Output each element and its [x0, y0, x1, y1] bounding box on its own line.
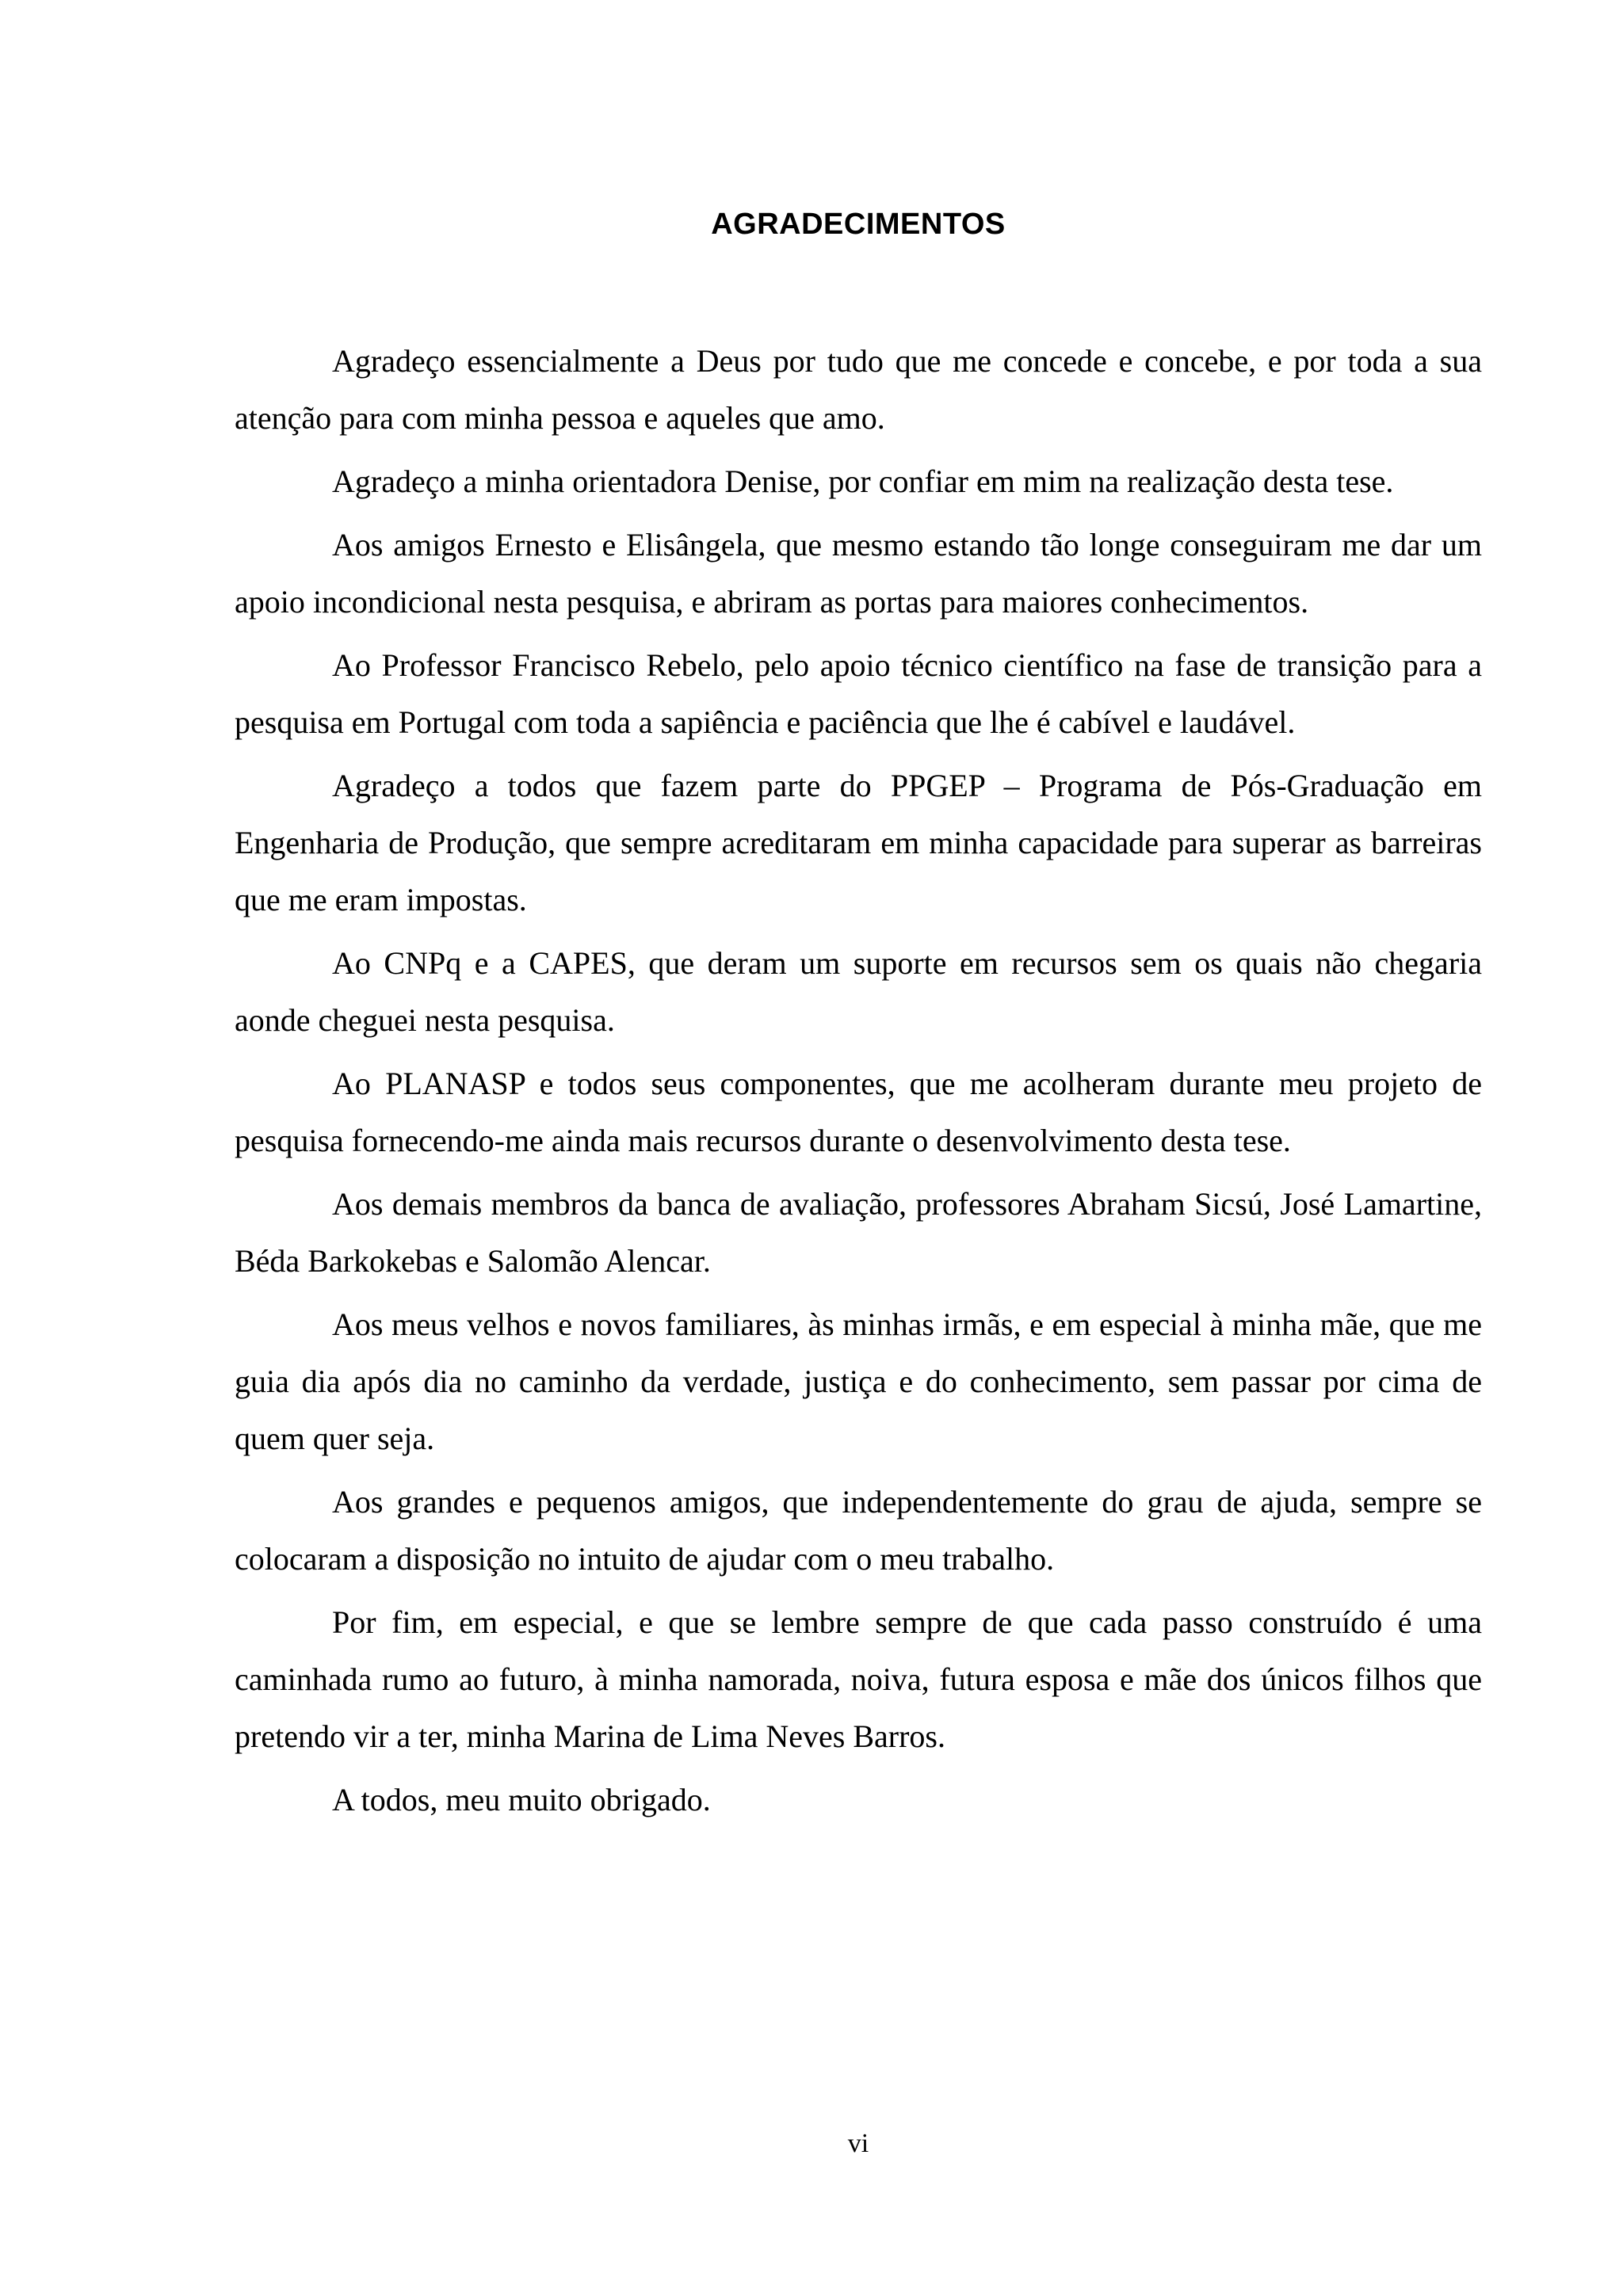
- paragraph-11: Por fim, em especial, e que se lembre sempre de que cada passo construído é uma caminhada rumo ao futuro, à minha namorada, noiva, futura esposa e mãe dos únicos filhos que pretendo vir a ter, minha Marina de Lima Neves Barros.: [235, 1604, 1482, 1754]
- paragraph-10: Aos grandes e pequenos amigos, que independentemente do grau de ajuda, sempre se colocaram a disposição no intuito de ajudar com o meu trabalho.: [235, 1484, 1482, 1577]
- page-number: vi: [847, 2129, 869, 2158]
- paragraph-12: A todos, meu muito obrigado.: [332, 1782, 711, 1817]
- paragraph-2: Agradeço a minha orientadora Denise, por confiar em mim na realização desta tese.: [332, 463, 1394, 499]
- paragraph-3: Aos amigos Ernesto e Elisângela, que mesmo estando tão longe conseguiram me dar um apoio incondicional nesta pesquisa, e abriram as portas para maiores conhecimentos.: [235, 527, 1482, 620]
- paragraph-9: Aos meus velhos e novos familiares, às minhas irmãs, e em especial à minha mãe, que me guia dia após dia no caminho da verdade, justiça e do conhecimento, sem passar por cima de quem quer seja.: [235, 1306, 1482, 1456]
- page-title: AGRADECIMENTOS: [711, 208, 1006, 241]
- paragraph-5: Agradeço a todos que fazem parte do PPGEP – Programa de Pós-Graduação em Engenharia de Produção, que sempre acreditaram em minha capacidade para superar as barreiras que me eram impostas.: [235, 768, 1482, 917]
- acknowledgements-body: [235, 333, 1482, 1835]
- paragraph-4: Ao Professor Francisco Rebelo, pelo apoio técnico científico na fase de transição para a pesquisa em Portugal com toda a sapiência e paciência que lhe é cabível e laudável.: [235, 647, 1482, 740]
- paragraph-7: Ao PLANASP e todos seus componentes, que me acolheram durante meu projeto de pesquisa fornecendo-me ainda mais recursos durante o desenvolvimento desta tese.: [235, 1066, 1482, 1158]
- paragraph-1: Agradeço essencialmente a Deus por tudo que me concede e concebe, e por toda a sua atenção para com minha pessoa e aqueles que amo.: [235, 343, 1482, 436]
- paragraph-8: Aos demais membros da banca de avaliação, professores Abraham Sicsú, José Lamartine, Béda Barkokebas e Salomão Alencar.: [235, 1186, 1482, 1279]
- paragraph-6: Ao CNPq e a CAPES, que deram um suporte em recursos sem os quais não chegaria aonde cheguei nesta pesquisa.: [235, 945, 1482, 1038]
